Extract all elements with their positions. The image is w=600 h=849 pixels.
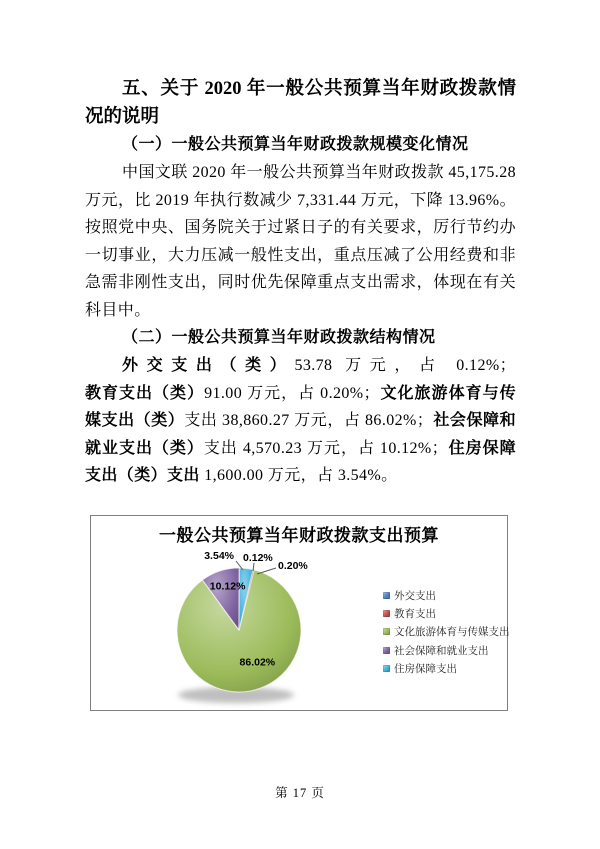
footer-page-number: 第 17 页 <box>275 786 325 800</box>
pie-percent-label: 3.54% <box>204 550 234 562</box>
legend-item <box>383 623 510 641</box>
subheading-2: （二）一般公共预算当年财政拨款结构情况 <box>122 329 436 346</box>
text-run: 支出 4,570.23 万元，占 10.12%； <box>203 439 449 457</box>
legend-label: 外交支出 <box>394 589 436 602</box>
text-run: 91.00 万元，占 0.20%； <box>204 384 380 402</box>
pie-percent-label: 10.12% <box>209 580 246 593</box>
chart-frame <box>90 515 508 711</box>
legend-item <box>383 586 510 604</box>
paragraph-2 <box>85 352 516 490</box>
text-run: 53.78 万元，占 0.12%； <box>294 357 516 374</box>
legend-label: 教育支出 <box>394 608 436 621</box>
legend-swatch <box>383 592 390 599</box>
chart-legend <box>383 586 510 678</box>
legend-label: 住房保障支出 <box>394 663 457 676</box>
paragraph-1 <box>85 159 516 324</box>
bold-text-run: 五、关于 2020 年一般公共预算当年财政拨款情况的说明 <box>85 79 516 127</box>
pie-percent-label: 0.12% <box>243 552 273 564</box>
bold-text-run: 教育支出（类） <box>85 384 205 402</box>
legend-swatch <box>383 628 390 635</box>
legend-item <box>383 641 510 659</box>
legend-item <box>383 604 510 622</box>
legend-swatch <box>383 665 390 672</box>
bold-text-run: 外交支出（类） <box>122 357 295 374</box>
subheading-1: （一）一般公共预算当年财政拨款规模变化情况 <box>122 136 469 153</box>
bold-text-run: 住房保障支出（类）支出 <box>85 439 516 484</box>
legend-swatch <box>383 610 390 617</box>
chart-title: 一般公共预算当年财政拨款支出预算 <box>159 526 439 545</box>
pie-percent-label: 0.20% <box>278 560 308 572</box>
text-run: 1,600.00 万元，占 3.54%。 <box>199 467 398 484</box>
legend-label: 社会保障和就业支出 <box>394 644 489 657</box>
text-run: 支出 38,860.27 万元，占 86.02%； <box>184 412 434 429</box>
label-leader-line <box>257 568 276 574</box>
pie-percent-label: 86.02% <box>239 656 276 669</box>
legend-swatch <box>383 647 390 654</box>
bold-text-run: 文化旅游体育与传媒支出（类） <box>85 384 516 429</box>
text-run: 中国文联 2020 年一般公共预算当年财政拨款 45,175.28 万元，比 2019 年执行数减少 7,331.44 万元，下降 13.96%。按照党中央、国务院关于过紧日子的有关要求，厉行节约办一切事业，大力压减一般性支出，重点压减了公用经费和非急需非刚性支出，同时优先保障重点支出需求，体现在有关科目中。 <box>85 164 516 319</box>
section-heading <box>85 76 516 131</box>
bold-text-run: 社会保障和就业支出（类） <box>85 412 516 457</box>
legend-label: 文化旅游体育与传媒支出 <box>394 626 510 639</box>
legend-item <box>383 660 510 678</box>
document-body <box>85 76 516 490</box>
